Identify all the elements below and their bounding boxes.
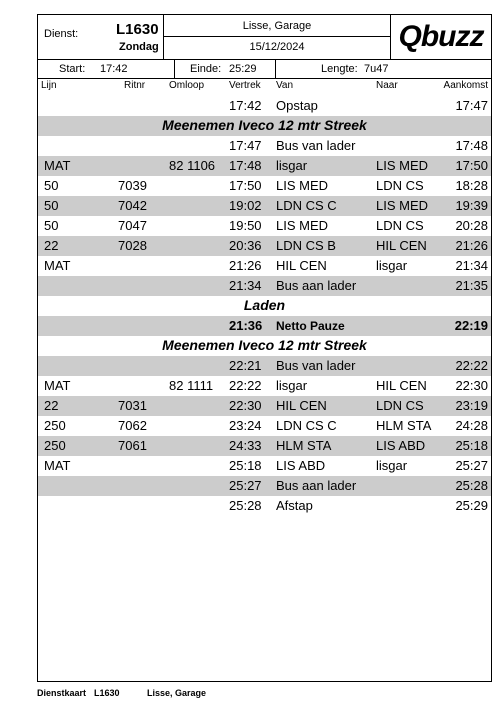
cell-vertrek: 17:50: [229, 178, 262, 193]
cell-naar: LIS MED: [376, 198, 429, 213]
lengte-label: Lengte:: [321, 63, 358, 75]
cell-van: Bus van lader: [276, 358, 356, 373]
cell-naar: lisgar: [376, 458, 408, 473]
section-title: Laden: [243, 297, 286, 313]
cell-van: Bus van lader: [276, 138, 356, 153]
cell-aankomst: 22:30: [455, 378, 488, 393]
cell-vertrek: 22:30: [229, 398, 262, 413]
lengte-value: 7u47: [364, 63, 389, 75]
table-row: [38, 136, 491, 156]
cell-aankomst: 17:48: [455, 138, 488, 153]
einde-label: Einde:: [190, 63, 222, 75]
cell-van: LIS MED: [276, 178, 329, 193]
cell-vertrek: 22:22: [229, 378, 262, 393]
col-aankomst: Aankomst: [443, 80, 488, 91]
cell-omloop: 82 1111: [169, 378, 214, 393]
cell-vertrek: 23:24: [229, 418, 262, 433]
cell-aankomst: 18:28: [455, 178, 488, 193]
cell-aankomst: 21:35: [455, 278, 488, 293]
cell-van: LDN CS C: [276, 198, 337, 213]
cell-aankomst: 17:47: [455, 98, 488, 113]
cell-aankomst: 22:22: [455, 358, 488, 373]
cell-ritnr: 7062: [118, 418, 147, 433]
dienstkaart-frame: [37, 14, 492, 682]
table-row: [38, 216, 491, 236]
table-row: [38, 96, 491, 116]
header: [38, 15, 491, 60]
footer-title: Dienstkaart: [37, 688, 87, 698]
cell-van: Afstap: [276, 498, 313, 513]
start-label: Start:: [59, 63, 86, 75]
cell-naar: LDN CS: [376, 398, 424, 413]
cell-vertrek: 25:18: [229, 458, 262, 473]
table-row: [38, 416, 491, 436]
section-title-row: [38, 336, 491, 356]
pause-row: [38, 316, 491, 336]
cell-lijn: MAT: [44, 158, 71, 173]
cell-vertrek: 21:36: [229, 318, 263, 333]
cell-aankomst: 23:19: [455, 398, 488, 413]
cell-aankomst: 25:28: [455, 478, 488, 493]
date-label: 15/12/2024: [249, 41, 305, 53]
cell-naar: lisgar: [376, 258, 408, 273]
col-van: Van: [276, 80, 294, 91]
info-bar: [38, 59, 491, 79]
cell-naar: LDN CS: [376, 178, 424, 193]
cell-aankomst: 22:19: [454, 318, 488, 333]
dienst-number: L1630: [116, 21, 159, 38]
col-naar: Naar: [376, 80, 398, 91]
cell-ritnr: 7061: [118, 438, 147, 453]
start-value: 17:42: [100, 63, 128, 75]
section-title-row: [38, 116, 491, 136]
cell-lijn: 250: [44, 438, 66, 453]
cell-ritnr: 7028: [118, 238, 147, 253]
cell-van: Bus aan lader: [276, 278, 357, 293]
divider: [174, 59, 175, 78]
dienst-label: Dienst:: [44, 28, 79, 40]
cell-lijn: 50: [44, 198, 59, 213]
cell-lijn: MAT: [44, 378, 71, 393]
cell-van: Opstap: [276, 98, 318, 113]
cell-van: LIS MED: [276, 218, 329, 233]
cell-van: HIL CEN: [276, 258, 327, 273]
cell-lijn: 50: [44, 178, 59, 193]
cell-van: LDN CS B: [276, 238, 336, 253]
cell-van: HIL CEN: [276, 398, 327, 413]
column-headers: [38, 79, 491, 93]
cell-ritnr: 7039: [118, 178, 147, 193]
location-label: Lisse, Garage: [242, 20, 312, 32]
cell-vertrek: 17:47: [229, 138, 262, 153]
cell-vertrek: 19:50: [229, 218, 262, 233]
col-vertrek: Vertrek: [229, 80, 261, 91]
divider: [163, 36, 390, 37]
table-row: [38, 376, 491, 396]
day-label: Zondag: [119, 41, 159, 53]
cell-van: LDN CS C: [276, 418, 337, 433]
cell-aankomst: 21:26: [455, 238, 488, 253]
cell-lijn: 22: [44, 398, 59, 413]
table-row: [38, 396, 491, 416]
table-row: [38, 156, 491, 176]
cell-van: Netto Pauze: [276, 319, 345, 333]
cell-ritnr: 7047: [118, 218, 147, 233]
cell-lijn: 250: [44, 418, 66, 433]
cell-vertrek: 19:02: [229, 198, 262, 213]
cell-aankomst: 21:34: [455, 258, 488, 273]
cell-lijn: 50: [44, 218, 59, 233]
cell-vertrek: 22:21: [229, 358, 262, 373]
cell-van: lisgar: [276, 158, 308, 173]
cell-vertrek: 25:27: [229, 478, 262, 493]
cell-vertrek: 17:48: [229, 158, 262, 173]
footer-dienst: L1630: [94, 688, 120, 698]
col-omloop: Omloop: [169, 80, 205, 91]
cell-naar: HLM STA: [376, 418, 432, 433]
section-title-row: [38, 296, 491, 316]
cell-aankomst: 17:50: [455, 158, 488, 173]
table-row: [38, 436, 491, 456]
schedule-table: [38, 96, 491, 516]
cell-vertrek: 21:26: [229, 258, 262, 273]
cell-aankomst: 25:18: [455, 438, 488, 453]
table-row: [38, 476, 491, 496]
qbuzz-logo: Qbuzz: [398, 20, 484, 53]
cell-van: Bus aan lader: [276, 478, 357, 493]
table-row: [38, 236, 491, 256]
table-row: [38, 456, 491, 476]
cell-vertrek: 20:36: [229, 238, 262, 253]
cell-vertrek: 21:34: [229, 278, 262, 293]
col-ritnr: Ritnr: [124, 80, 146, 91]
cell-aankomst: 19:39: [455, 198, 488, 213]
col-lijn: Lijn: [41, 80, 57, 91]
cell-lijn: MAT: [44, 258, 71, 273]
cell-vertrek: 17:42: [229, 98, 262, 113]
cell-aankomst: 25:29: [455, 498, 488, 513]
divider: [275, 59, 276, 78]
table-row: [38, 496, 491, 516]
cell-lijn: MAT: [44, 458, 71, 473]
table-row: [38, 196, 491, 216]
cell-van: HLM STA: [276, 438, 332, 453]
cell-aankomst: 20:28: [455, 218, 488, 233]
table-row: [38, 256, 491, 276]
cell-van: lisgar: [276, 378, 308, 393]
table-row: [38, 176, 491, 196]
cell-ritnr: 7031: [118, 398, 147, 413]
cell-naar: LIS ABD: [376, 438, 426, 453]
table-row: [38, 356, 491, 376]
section-title: Meenemen Iveco 12 mtr Streek: [162, 117, 367, 133]
cell-lijn: 22: [44, 238, 59, 253]
section-title: Meenemen Iveco 12 mtr Streek: [162, 337, 367, 353]
cell-naar: LDN CS: [376, 218, 424, 233]
footer-location: Lisse, Garage: [147, 688, 207, 698]
table-row: [38, 276, 491, 296]
cell-naar: HIL CEN: [376, 238, 427, 253]
cell-ritnr: 7042: [118, 198, 147, 213]
cell-naar: HIL CEN: [376, 378, 427, 393]
cell-vertrek: 25:28: [229, 498, 262, 513]
cell-omloop: 82 1106: [169, 158, 216, 173]
cell-van: LIS ABD: [276, 458, 326, 473]
cell-vertrek: 24:33: [229, 438, 262, 453]
cell-naar: LIS MED: [376, 158, 429, 173]
cell-aankomst: 24:28: [455, 418, 488, 433]
einde-value: 25:29: [229, 63, 257, 75]
cell-aankomst: 25:27: [455, 458, 488, 473]
